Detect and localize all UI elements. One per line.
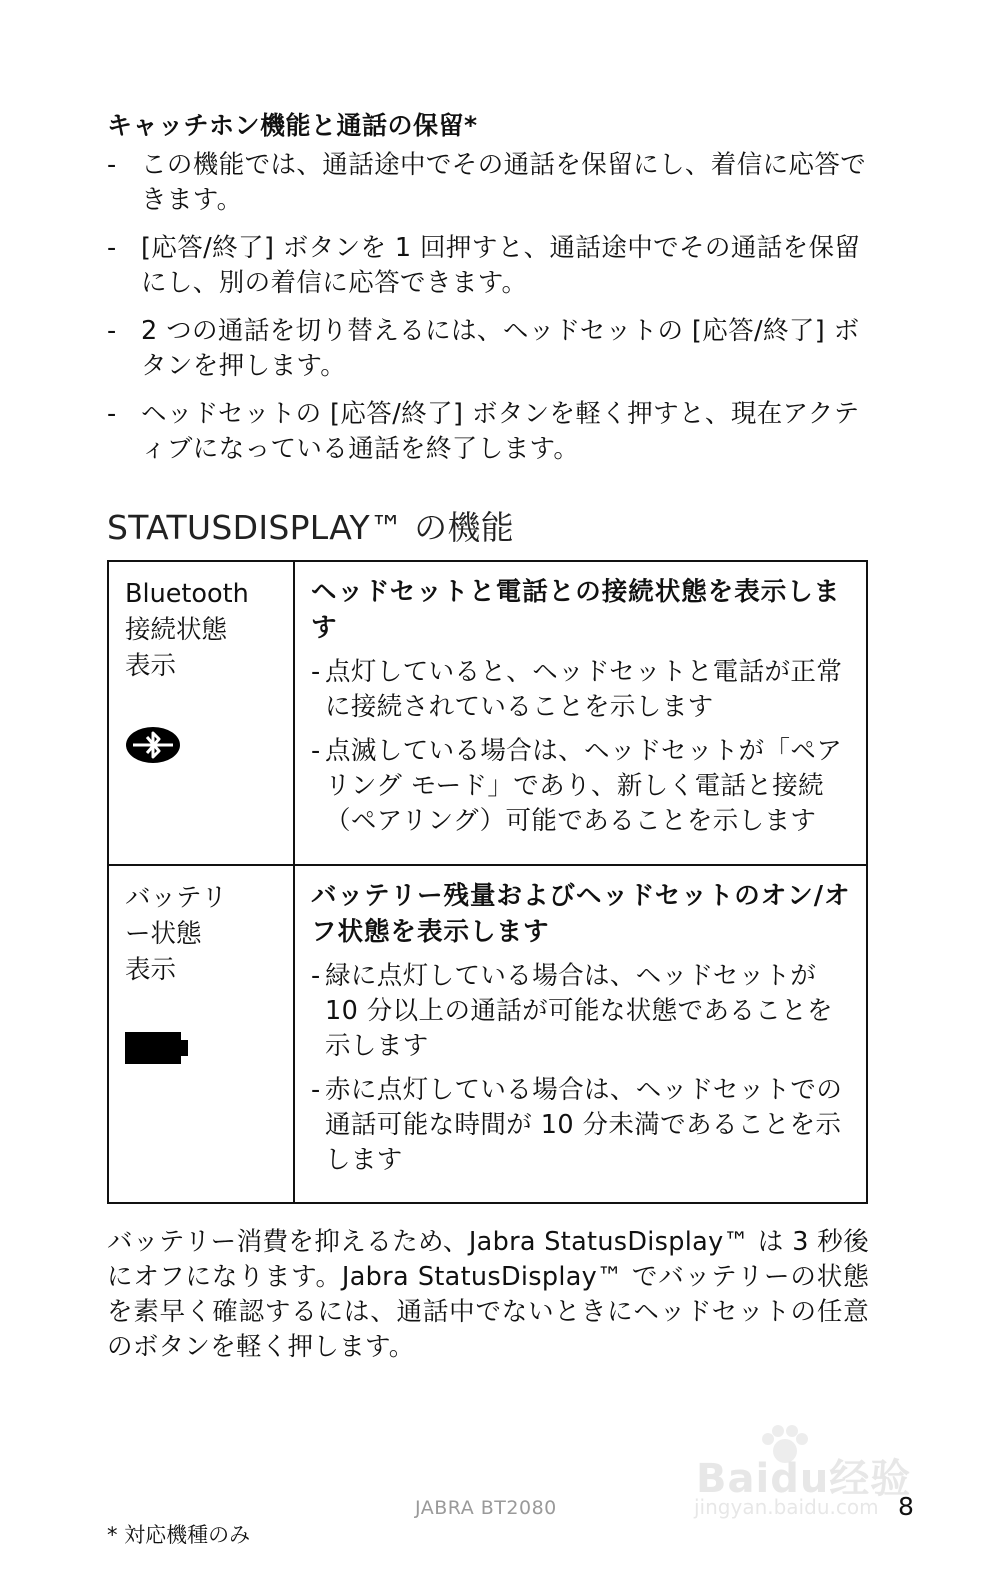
list-item	[311, 655, 854, 725]
watermark-logo	[690, 1425, 920, 1535]
footer-model-name: JABRA BT2080	[415, 1497, 557, 1519]
bullet-dash: -	[107, 399, 117, 429]
bluetooth-description-cell	[294, 561, 867, 865]
table-row	[108, 561, 867, 865]
list-item-text: 2 つの通話を切り替えるには、ヘッドセットの [応答/終了] ボタンを押します。	[141, 316, 860, 381]
list-item	[107, 314, 869, 384]
list-item	[107, 231, 869, 301]
row-label-line: ー状態	[125, 919, 202, 949]
page-number: 8	[898, 1492, 914, 1521]
bullet-dash: -	[107, 150, 117, 180]
row-title: ヘッドセットと電話との接続状態を表示します	[311, 577, 841, 643]
row-title: バッテリー残量およびヘッドセットのオン/オフ状態を表示します	[311, 881, 851, 947]
row-label-line: Bluetooth	[125, 579, 249, 609]
bullet-dash: -	[311, 736, 321, 766]
list-item	[107, 397, 869, 467]
row-label-line: バッテリ	[125, 883, 228, 913]
section-title: キャッチホン機能と通話の保留*	[107, 111, 478, 140]
list-item-text: 緑に点灯している場合は、ヘッドセットが 10 分以上の通話が可能な状態であることを示します	[325, 961, 833, 1061]
bluetooth-label-cell	[108, 561, 294, 865]
battery-label-cell	[108, 865, 294, 1203]
list-item-text: 点灯していると、ヘッドセットと電話が正常に接続されていることを示します	[325, 657, 843, 722]
row-label-line: 接続状態	[125, 615, 228, 645]
list-item-text: [応答/終了] ボタンを 1 回押すと、通話途中でその通話を保留にし、別の着信に応答できます。	[141, 233, 861, 298]
list-item-text: 赤に点灯している場合は、ヘッドセットでの通話可能な時間が 10 分未満であることを示します	[325, 1075, 843, 1175]
list-item-text: この機能では、通話途中でその通話を保留にし、着信に応答できます。	[141, 150, 867, 215]
bullet-dash: -	[311, 961, 321, 991]
watermark-url: jingyan.baidu.com	[694, 1495, 879, 1519]
row-label-line: 表示	[125, 955, 177, 985]
status-display-table	[107, 560, 868, 1204]
bullet-dash: -	[107, 316, 117, 346]
bluetooth-status-icon	[125, 726, 293, 768]
watermark-text: Baidu经验	[696, 1456, 912, 1502]
list-item-text: 点滅している場合は、ヘッドセットが「ペアリング モード」であり、新しく電話と接続（ペアリング）可能であることを示します	[325, 736, 843, 836]
list-item	[311, 734, 854, 839]
battery-icon	[125, 1030, 293, 1070]
feature-bullet-list	[107, 148, 869, 480]
bullet-dash: -	[107, 233, 117, 263]
footnote: * 対応機種のみ	[107, 1523, 251, 1547]
bullet-dash: -	[311, 657, 321, 687]
battery-description-cell	[294, 865, 867, 1203]
bullet-dash: -	[311, 1075, 321, 1105]
list-item	[311, 1073, 854, 1178]
list-item-text: ヘッドセットの [応答/終了] ボタンを軽く押すと、現在アクティブになっている通話を終了します。	[141, 399, 860, 464]
statusdisplay-heading: STATUSDISPLAY™ の機能	[107, 508, 515, 547]
list-item	[311, 959, 854, 1064]
list-item	[107, 148, 869, 218]
row-label-line: 表示	[125, 651, 177, 681]
table-row	[108, 865, 867, 1203]
battery-note-paragraph: バッテリー消費を抑えるため、Jabra StatusDisplay™ は 3 秒後にオフになります。Jabra StatusDisplay™ でバッテリーの状態を素早く確認するには、通話中でないときにヘッドセットの任意のボタンを軽く押します。	[107, 1227, 869, 1362]
